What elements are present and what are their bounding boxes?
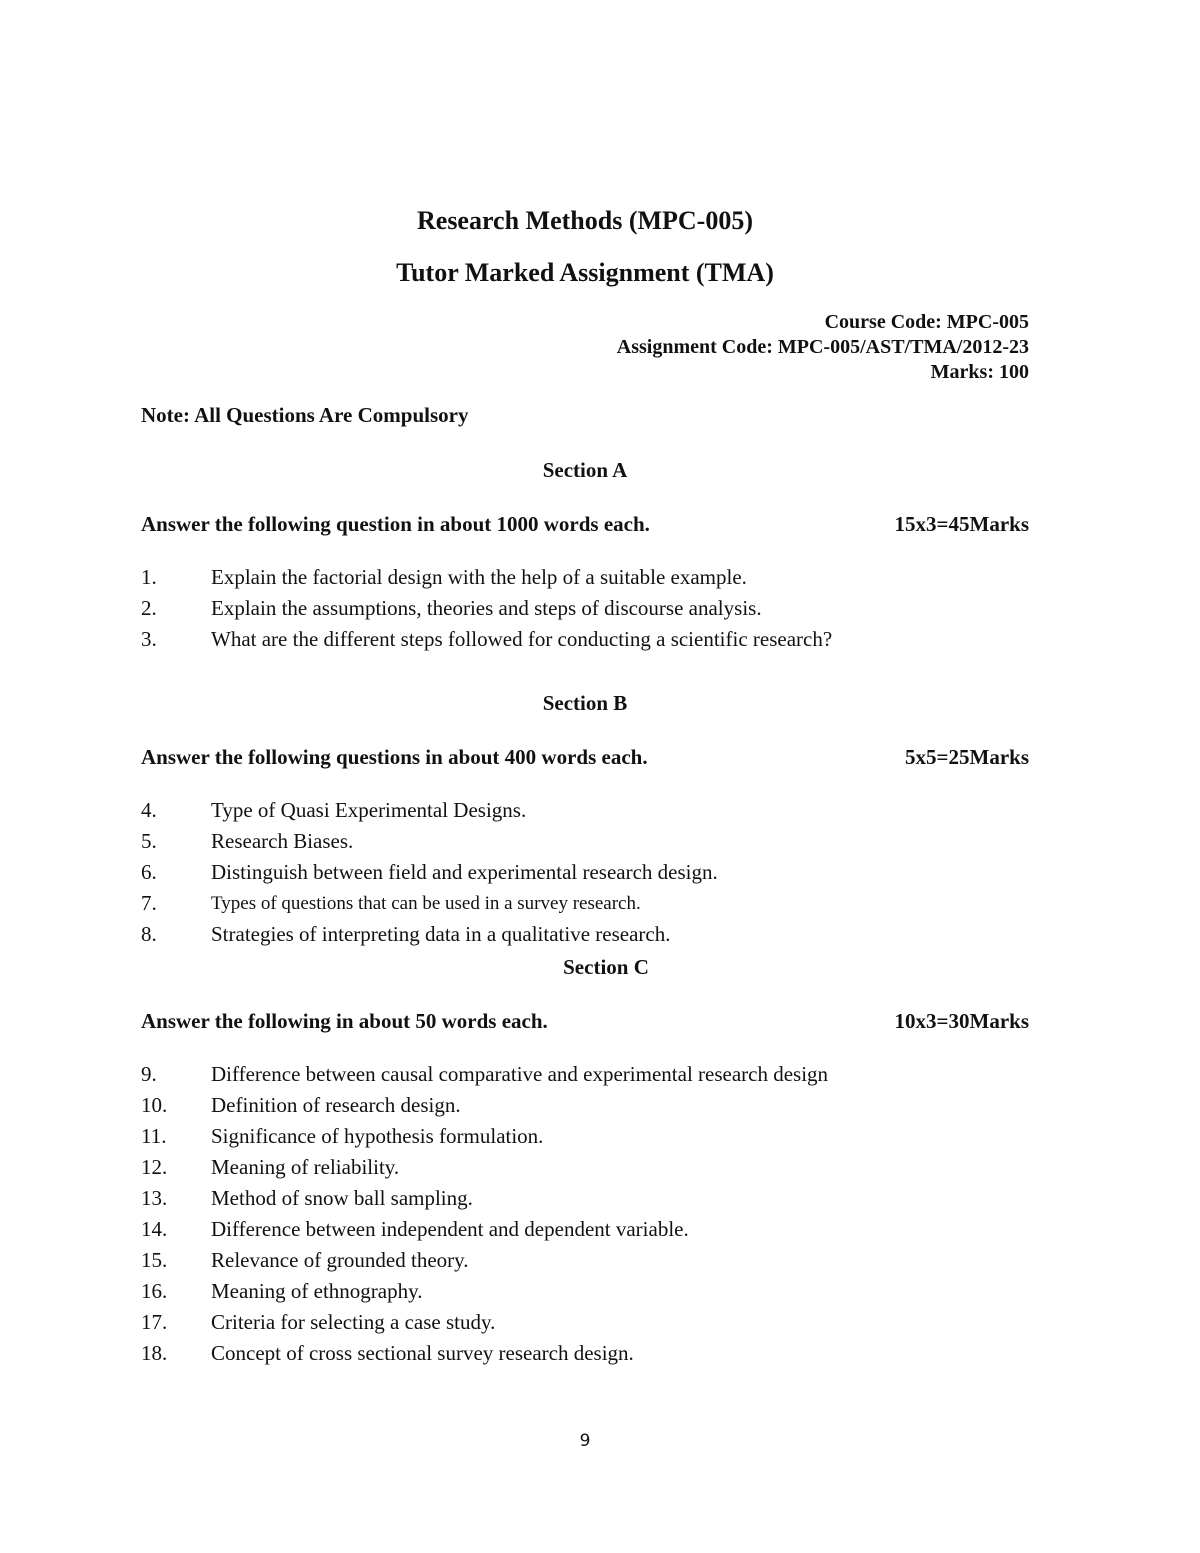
section-c-questions (141, 1059, 1041, 1369)
question-item (141, 1338, 1041, 1369)
question-number: 14. (141, 1217, 168, 1241)
section-c-instruction: Answer the following in about 50 words each. (141, 1009, 548, 1033)
question-text: Explain the assumptions, theories and steps of discourse analysis. (211, 596, 762, 620)
question-number: 11. (141, 1124, 167, 1148)
question-item (141, 888, 1041, 919)
document-title: Research Methods (MPC-005) (417, 206, 753, 235)
question-text: Research Biases. (211, 829, 354, 853)
question-text: Explain the factorial design with the help of a suitable example. (211, 565, 747, 589)
question-number: 18. (141, 1341, 168, 1365)
question-item (141, 593, 1041, 624)
question-number: 16. (141, 1279, 168, 1303)
question-item (141, 1090, 1041, 1121)
question-text: Criteria for selecting a case study. (211, 1310, 496, 1334)
question-number: 5. (141, 829, 157, 853)
question-text: Type of Quasi Experimental Designs. (211, 798, 527, 822)
section-b-instruction-row (141, 745, 1029, 770)
question-item (141, 857, 1041, 888)
question-number: 2. (141, 596, 157, 620)
question-number: 3. (141, 627, 157, 651)
section-a-instruction: Answer the following question in about 1000 words each. (141, 512, 650, 536)
question-text: Relevance of grounded theory. (211, 1248, 469, 1272)
question-text: Types of questions that can be used in a survey research. (211, 893, 641, 914)
question-item (141, 1214, 1041, 1245)
question-item (141, 795, 1041, 826)
section-c-marks: 10x3=30Marks (894, 1009, 1029, 1033)
question-number: 6. (141, 860, 157, 884)
question-number: 9. (141, 1062, 157, 1086)
question-item (141, 1121, 1041, 1152)
question-item (141, 562, 1041, 593)
question-text: Meaning of reliability. (211, 1155, 400, 1179)
question-text: Significance of hypothesis formulation. (211, 1124, 544, 1148)
question-text: Difference between independent and dependent variable. (211, 1217, 689, 1241)
section-c-instruction-row (141, 1009, 1029, 1034)
page-number: 9 (579, 1431, 591, 1451)
question-number: 4. (141, 798, 157, 822)
question-item (141, 1183, 1041, 1214)
assignment-code: Assignment Code: MPC-005/AST/TMA/2012-23 (616, 336, 1029, 358)
question-text: Concept of cross sectional survey research design. (211, 1341, 634, 1365)
section-a-questions (141, 562, 1041, 655)
section-b-heading: Section B (542, 691, 628, 715)
question-number: 15. (141, 1248, 168, 1272)
question-number: 8. (141, 922, 157, 946)
section-b-questions (141, 795, 1041, 950)
question-item (141, 1307, 1041, 1338)
total-marks: Marks: 100 (930, 361, 1029, 383)
question-text: Meaning of ethnography. (211, 1279, 423, 1303)
section-a-instruction-row (141, 512, 1029, 537)
question-item (141, 1059, 1041, 1090)
compulsory-note: Note: All Questions Are Compulsory (141, 403, 469, 427)
course-code: Course Code: MPC-005 (824, 311, 1029, 333)
question-text: Method of snow ball sampling. (211, 1186, 473, 1210)
question-item (141, 1245, 1041, 1276)
question-text: Definition of research design. (211, 1093, 461, 1117)
question-number: 17. (141, 1310, 168, 1334)
question-text: Distinguish between field and experimental research design. (211, 860, 718, 884)
question-number: 1. (141, 565, 157, 589)
question-number: 13. (141, 1186, 168, 1210)
question-number: 7. (141, 891, 157, 915)
section-b-instruction: Answer the following questions in about 400 words each. (141, 745, 648, 769)
question-text: Difference between causal comparative and experimental research design (211, 1062, 829, 1086)
question-number: 12. (141, 1155, 168, 1179)
question-item (141, 1152, 1041, 1183)
question-text: What are the different steps followed for conducting a scientific research? (211, 627, 833, 651)
section-a-marks: 15x3=45Marks (894, 512, 1029, 536)
question-text: Strategies of interpreting data in a qualitative research. (211, 922, 671, 946)
question-item (141, 826, 1041, 857)
assignment-meta (617, 310, 1029, 385)
question-item (141, 1276, 1041, 1307)
section-b-marks: 5x5=25Marks (905, 745, 1029, 769)
document-subtitle: Tutor Marked Assignment (TMA) (396, 258, 774, 287)
question-number: 10. (141, 1093, 168, 1117)
section-a-heading: Section A (542, 458, 628, 482)
question-item (141, 624, 1041, 655)
question-item (141, 919, 1041, 950)
section-c-heading: Section C (563, 955, 649, 979)
